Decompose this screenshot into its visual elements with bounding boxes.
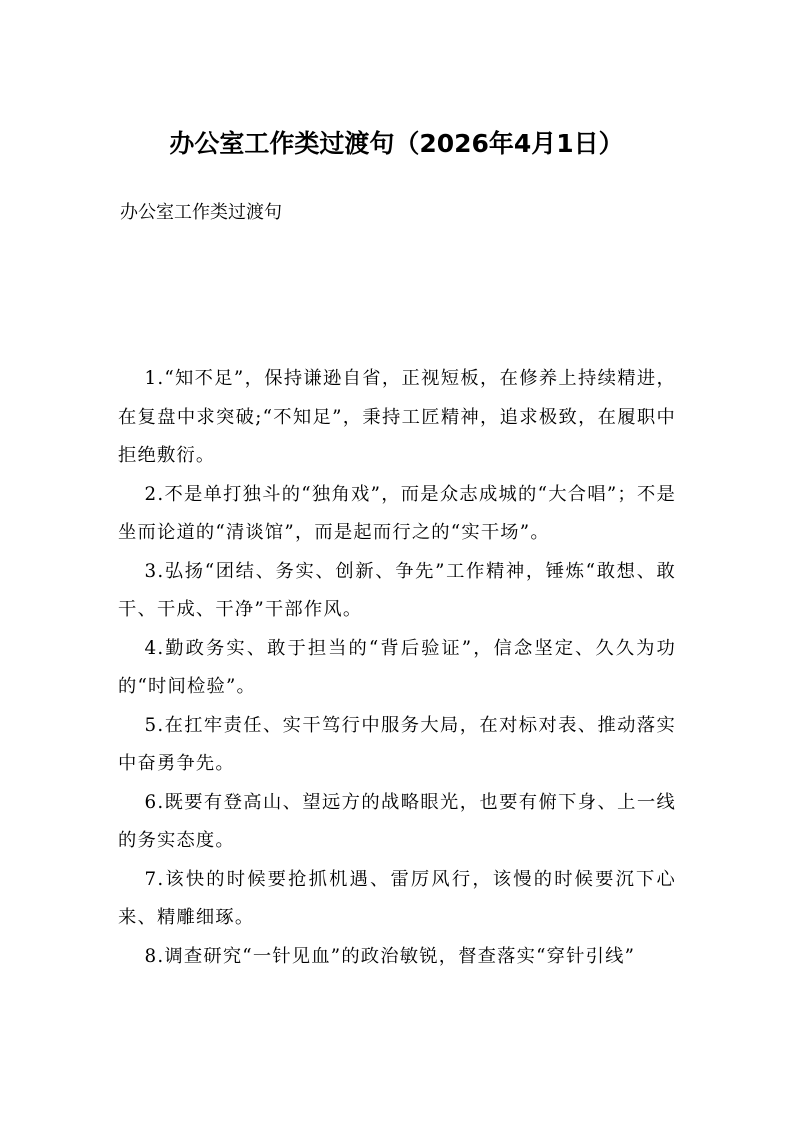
paragraph: 1.“知不足”，保持谦逊自省，正视短板，在修养上持续精进，在复盘中求突破;“不知足”，秉持工匠精神，追求极致，在履职中拒绝敷衍。 — [118, 368, 676, 466]
paragraph: 2.不是单打独斗的“独角戏”，而是众志成城的“大合唱”；不是坐而论道的“清谈馆”，而是起而行之的“实干场”。 — [118, 483, 676, 543]
document-body — [118, 360, 676, 976]
paragraph: 8.调查研究“一针见血”的政治敏锐，督查落实“穿针引线” — [144, 945, 636, 967]
paragraph: 6.既要有登高山、望远方的战略眼光，也要有俯下身、上一线的务实态度。 — [118, 791, 676, 851]
paragraph: 3.弘扬“团结、务实、创新、争先”工作精神，锤炼“敢想、敢干、干成、干净”干部作风。 — [118, 560, 676, 620]
document-title: 办公室工作类过渡句（2026年4月1日） — [169, 129, 624, 158]
paragraph: 4.勤政务实、敢于担当的“背后验证”，信念坚定、久久为功的“时间检验”。 — [118, 637, 676, 697]
document-subtitle: 办公室工作类过渡句 — [120, 202, 282, 223]
paragraph: 5.在扛牢责任、实干笃行中服务大局，在对标对表、推动落实中奋勇争先。 — [118, 714, 676, 774]
paragraph: 7.该快的时候要抢抓机遇、雷厉风行，该慢的时候要沉下心来、精雕细琢。 — [118, 868, 676, 928]
